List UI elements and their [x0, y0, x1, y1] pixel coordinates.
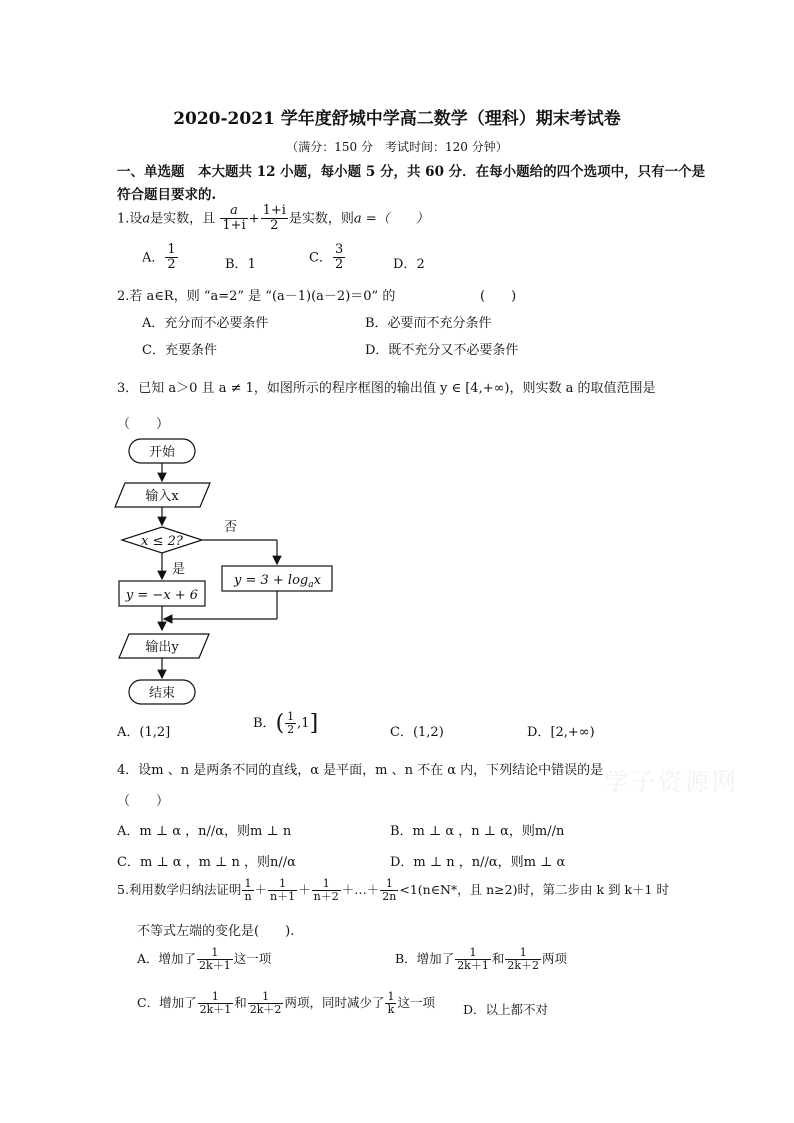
q4-option-b: B．m ⊥ α ，n ⊥ α，则m//n [390, 824, 565, 839]
question-1: 1.设a是实数，且 $\frac{a}{1+i}$ + $\frac{1+i}{2}$ 是实数，则a =（ ） [117, 203, 429, 234]
q5-option-a: A．增加了 $\frac{1}{2k+1}$ 这一项 [137, 946, 272, 973]
exam-info: （满分：150 分 考试时间：120 分钟） [286, 140, 508, 154]
q3-option-b: B．( $\frac{1}{2}$ ,1] [253, 710, 319, 737]
q2-option-c: C．充要条件 [142, 343, 217, 358]
page-title: 2020-2021 学年度舒城中学高二数学（理科）期末考试卷 [173, 109, 621, 129]
q1-option-d: D．2 [393, 257, 425, 272]
flow-right-label: $y = 3 + \log_ax$ [234, 573, 321, 590]
flow-no-label: 否 [224, 520, 238, 535]
question-5: 5.利用数学归纳法证明 $\frac{1}{n}$ ＋ $\frac{1}{n+1}$ ＋ $\frac{1}{n+2}$ ＋…＋ $\frac{1}{2n}$ <1(n∈N*，且 n≥2)时，第二步由 k 到 k＋1 时 [117, 877, 669, 904]
section-header: 一、单选题 本大题共 12 小题，每小题 5 分，共 60 分．在每小题给的四个选项中，只有一个是 [117, 164, 706, 180]
flow-input-label: 输入x [145, 489, 179, 504]
question-3: 3．已知 a＞0 且 a ≠ 1，如图所示的程序框图的输出值 y ∈ [4,+∞)，则实数 a 的取值范围是 [117, 381, 656, 396]
q5-option-b: B．增加了 $\frac{1}{2k+1}$ 和 $\frac{1}{2k+2}$ 两项 [395, 946, 568, 973]
answer-paren: （ ） [117, 417, 170, 432]
q3-option-c: C．(1,2) [390, 725, 444, 740]
q4-option-c: C．m ⊥ α ，m ⊥ n ，则n//α [117, 855, 296, 870]
q5-option-d: D．以上都不对 [463, 1002, 549, 1017]
answer-paren: ( ) [480, 289, 517, 304]
q1-option-c: C． $\frac{3}{2}$ [309, 242, 344, 273]
flow-end-label: 结束 [148, 686, 176, 701]
section-header-cont: 符合题目要求的. [117, 187, 217, 203]
answer-paren: （ ） [117, 794, 170, 809]
q4-option-d: D．m ⊥ n ，n//α，则m ⊥ α [390, 855, 566, 870]
q1-option-a: A． $\frac{1}{2}$ [142, 242, 176, 273]
question-5-cont: 不等式左端的变化是( ). [137, 924, 295, 939]
q2-option-a: A．充分而不必要条件 [142, 316, 269, 331]
q2-option-b: B．必要而不充分条件 [365, 316, 492, 331]
watermark: 学子资源网 [604, 768, 739, 796]
flow-output-label: 输出y [145, 640, 179, 655]
q1-option-b: B．1 [225, 257, 256, 272]
question-4: 4．设m 、n 是两条不同的直线，α 是平面，m 、n 不在 α 内，下列结论中错误的是 [117, 763, 604, 778]
question-2: 2.若 a∈R，则 “a=2” 是 “(a－1)(a－2)＝0” 的 [117, 289, 396, 304]
flow-decision-label: x ≤ 2? [141, 534, 183, 549]
q2-option-d: D．既不充分又不必要条件 [365, 343, 519, 358]
q4-option-a: A．m ⊥ α ，n//α，则m ⊥ n [117, 824, 292, 839]
q5-option-c: C．增加了 $\frac{1}{2k+1}$ 和 $\frac{1}{2k+2}$ 两项，同时减少了 $\frac{1}{k}$ 这一项 [137, 990, 435, 1017]
flow-left-label: y = −x + 6 [125, 588, 199, 603]
flow-start-label: 开始 [148, 445, 176, 460]
flow-yes-label: 是 [172, 562, 186, 577]
q3-option-a: A．(1,2] [117, 725, 171, 740]
fraction: $\frac{a}{1+i}$ [222, 203, 246, 234]
fraction: $\frac{1+i}{2}$ [262, 203, 286, 234]
q3-option-d: D．[2,+∞) [527, 725, 595, 740]
